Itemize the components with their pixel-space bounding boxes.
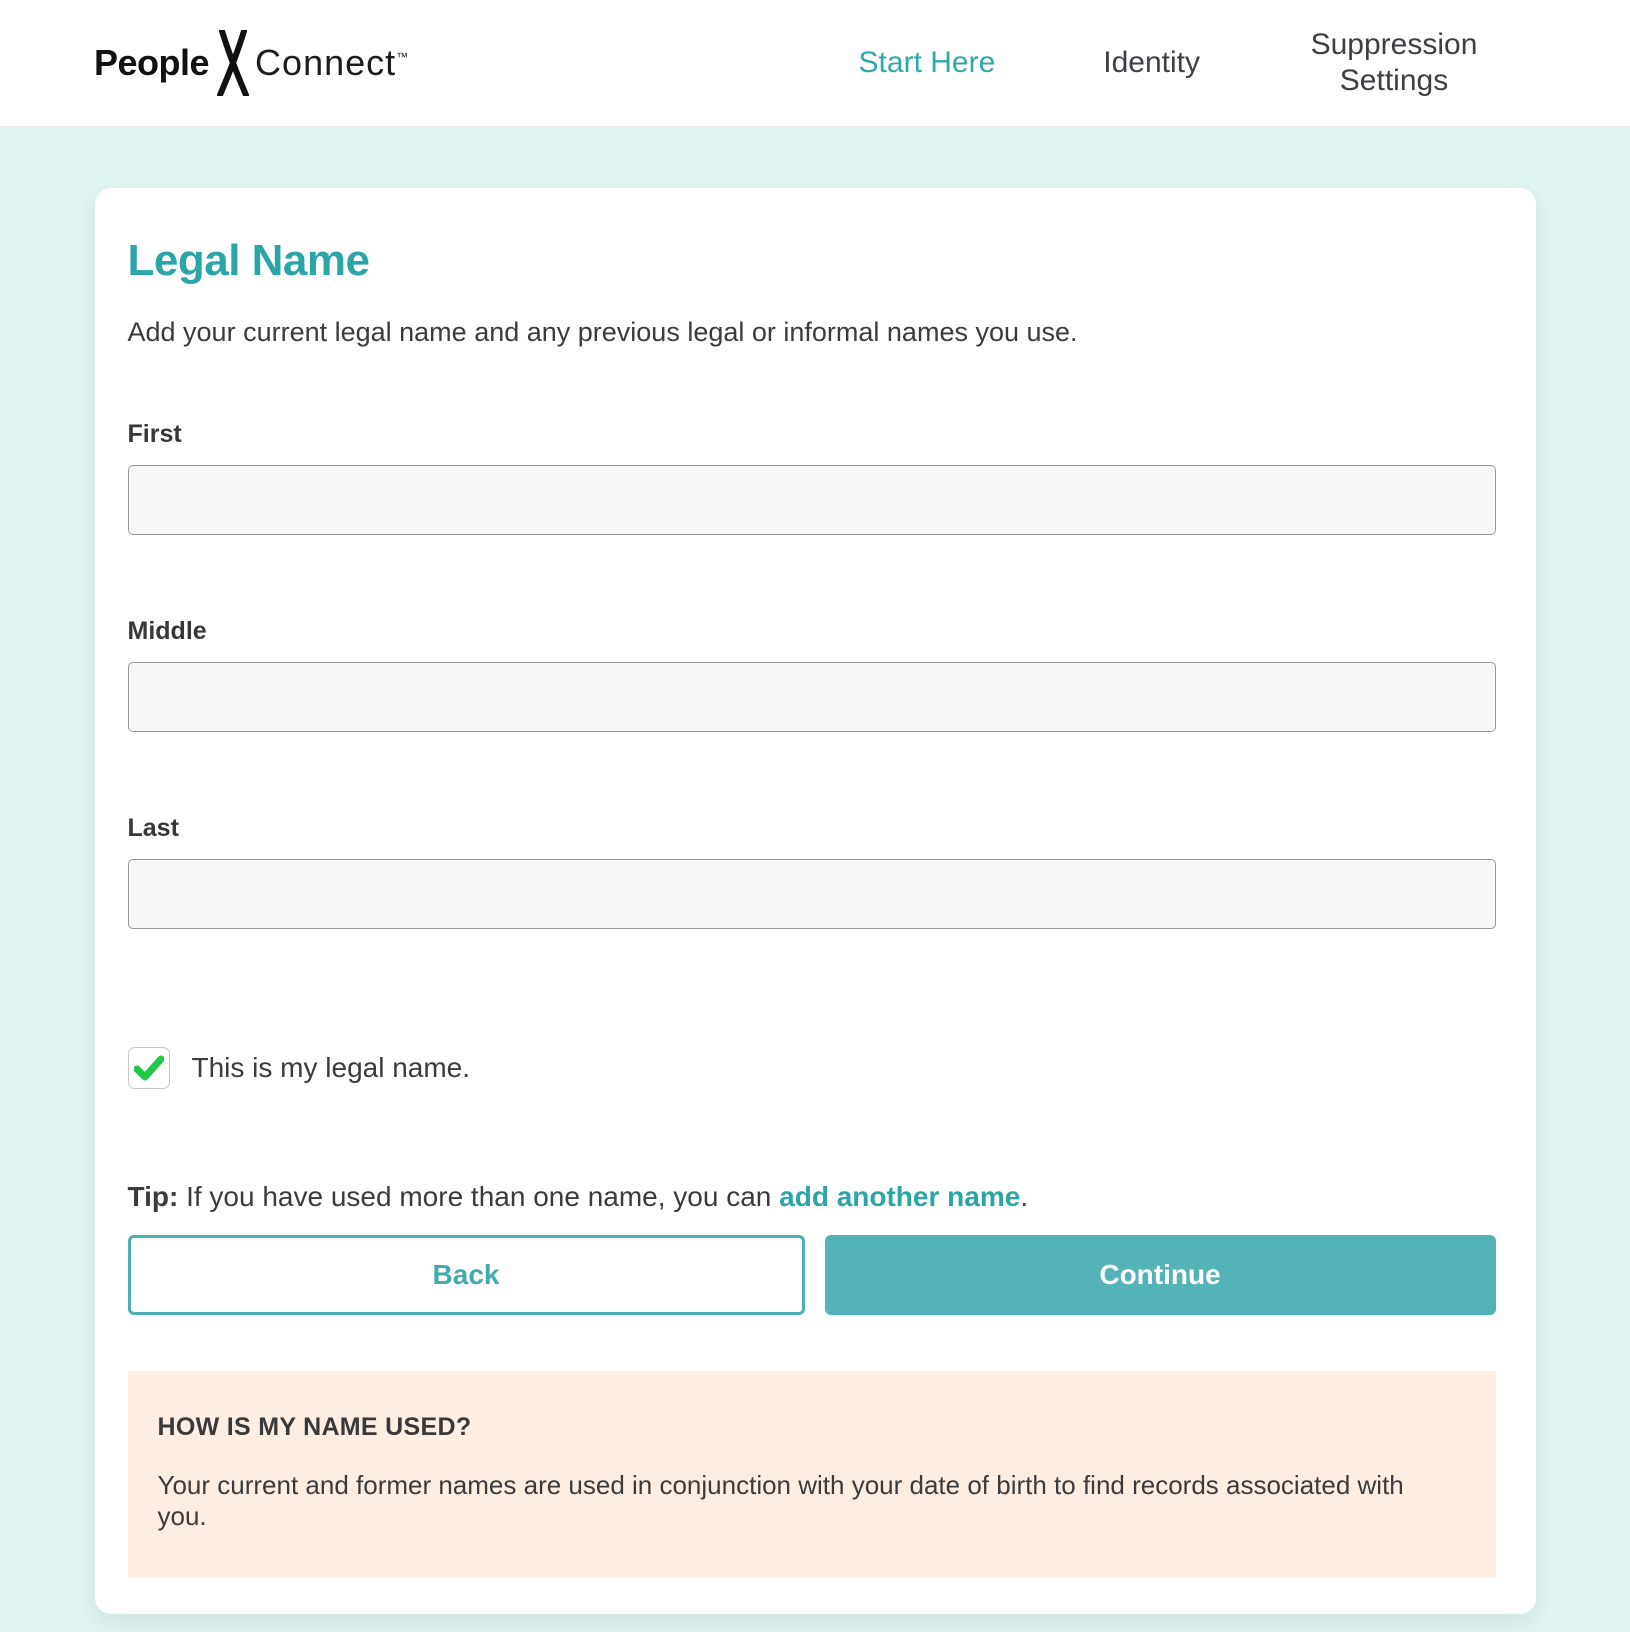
last-name-label: Last: [127, 813, 179, 842]
tip-line: [128, 1181, 1496, 1213]
page-background: [0, 127, 1630, 1632]
middle-name-label: Middle: [127, 616, 207, 645]
field-group-first: [128, 420, 1496, 535]
field-group-last: [128, 814, 1496, 929]
logo-trademark: ™: [396, 50, 410, 64]
first-name-input[interactable]: [128, 465, 1496, 535]
legal-name-checkbox-label: This is my legal name.: [191, 1051, 471, 1083]
add-another-name-link[interactable]: add another name: [779, 1180, 1021, 1212]
middle-name-input[interactable]: [128, 662, 1496, 732]
app-header: [0, 0, 1630, 127]
main-nav: [859, 27, 1480, 99]
back-button[interactable]: Back: [128, 1235, 805, 1315]
tip-text: If you have used more than one name, you can: [178, 1180, 780, 1212]
legal-name-checkbox[interactable]: [128, 1047, 170, 1089]
page-title: Legal Name: [127, 236, 370, 285]
nav-item-start-here[interactable]: Start Here: [858, 46, 996, 79]
first-name-label: First: [127, 419, 182, 448]
field-group-middle: [128, 617, 1496, 732]
info-box-heading: HOW IS MY NAME USED?: [157, 1412, 472, 1441]
logo-text-people: People: [94, 42, 210, 83]
info-box-body: Your current and former names are used in conjunction with your date of birth to find records associated with you.: [157, 1469, 1404, 1531]
logo-x-icon: [217, 30, 249, 96]
legal-name-card: [95, 188, 1536, 1614]
nav-item-identity[interactable]: Identity: [1103, 46, 1200, 79]
button-row: [128, 1235, 1496, 1315]
nav-item-suppression-settings[interactable]: Suppression Settings: [1310, 28, 1478, 97]
tip-prefix: Tip:: [127, 1180, 179, 1212]
tip-suffix: .: [1020, 1180, 1029, 1212]
logo-text-connect: Connect™: [255, 42, 410, 83]
name-usage-info-box: [128, 1371, 1496, 1578]
page-description: Add your current legal name and any previous legal or informal names you use.: [127, 316, 1078, 347]
peopleconnect-logo[interactable]: [94, 30, 409, 96]
checkmark-icon: [134, 1055, 164, 1081]
continue-button[interactable]: Continue: [825, 1235, 1496, 1315]
legal-name-checkbox-row: [128, 1047, 1496, 1089]
last-name-input[interactable]: [128, 859, 1496, 929]
